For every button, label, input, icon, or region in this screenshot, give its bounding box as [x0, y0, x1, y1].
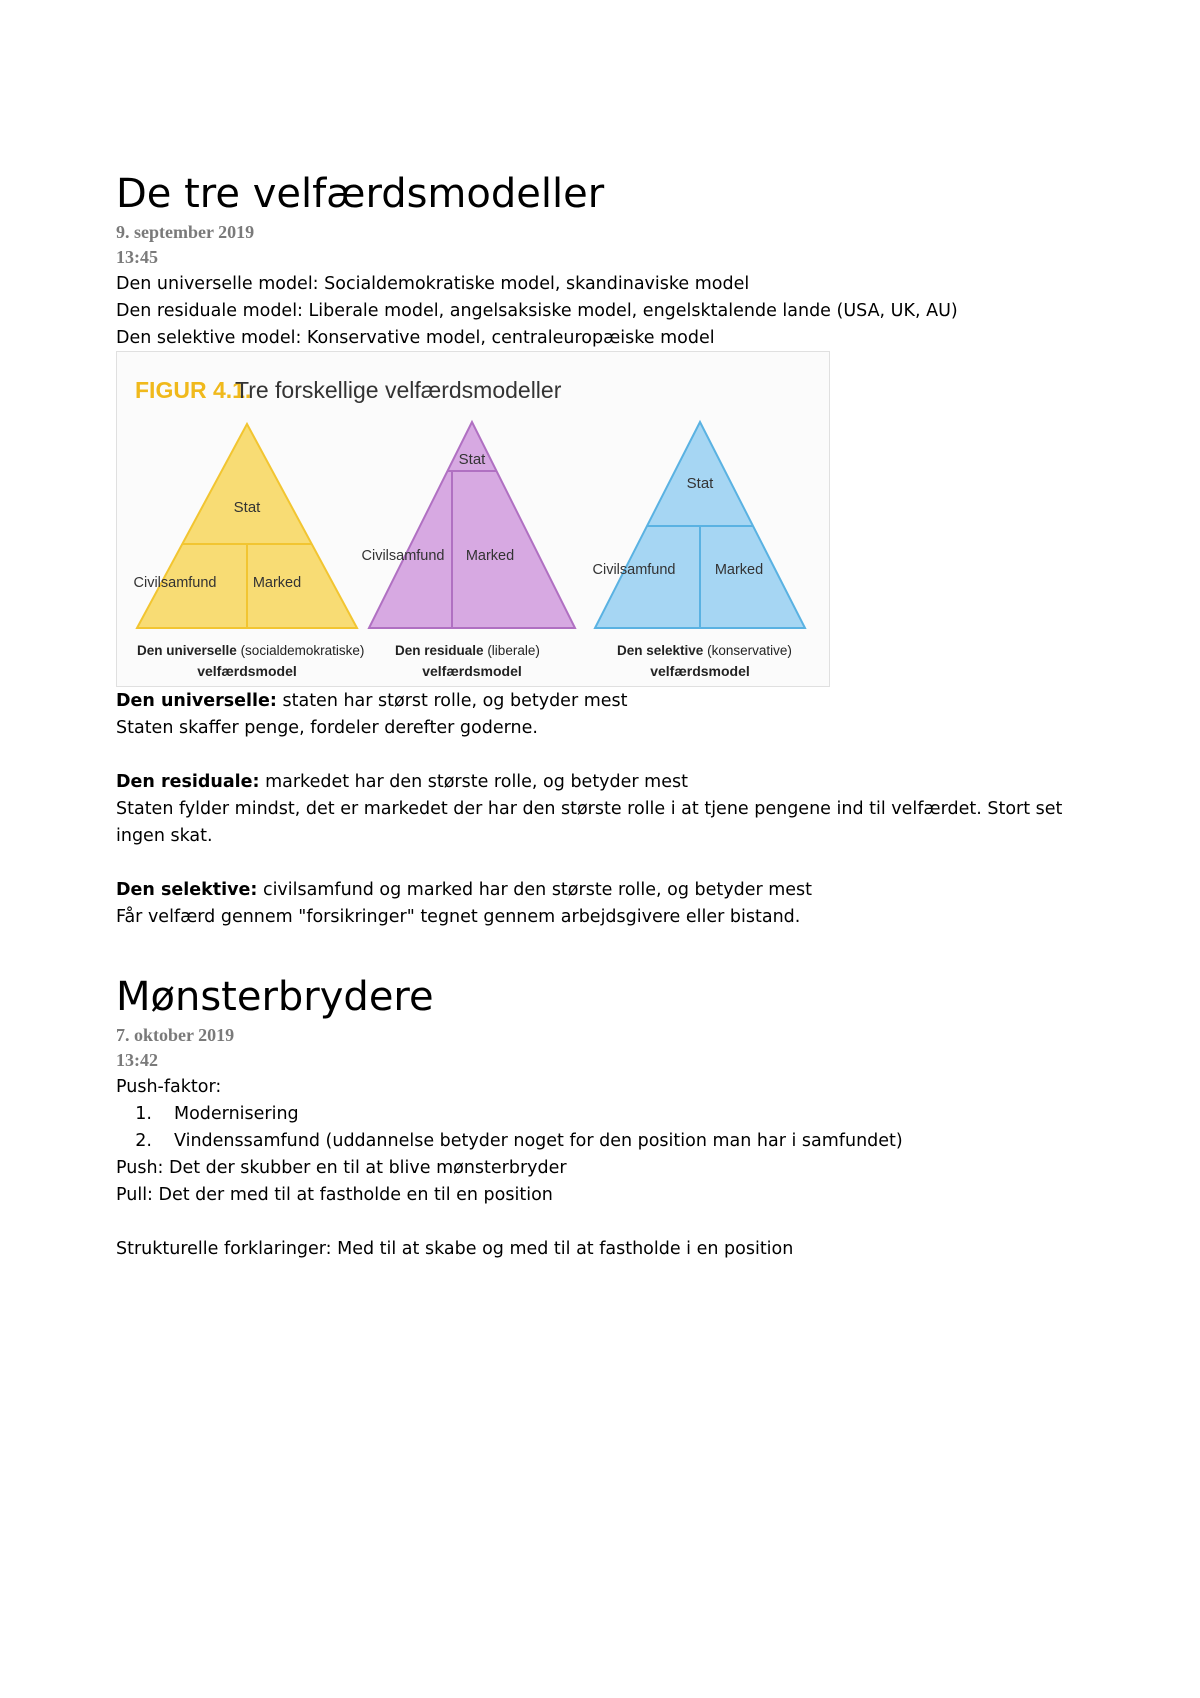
- figure-prefix: FIGUR 4.1.: [135, 377, 252, 403]
- universal-triangle: [134, 424, 365, 679]
- civilsamfund-label: Civilsamfund: [592, 562, 676, 578]
- text-line: Push: Det der skubber en til at blive mønsterbryder: [116, 1158, 567, 1178]
- text-line: Staten skaffer penge, fordeler derefter goderne.: [116, 718, 538, 738]
- list-text: Vindenssamfund (uddannelse betyder noget for den position man har i samfundet): [174, 1131, 903, 1151]
- text-line: Staten fylder mindst, det er markedet der har den største rolle i at tjene pengene ind til velfærdet. Stort set ingen skat.: [116, 799, 1063, 846]
- figure-title: Tre forskellige velfærdsmodeller: [235, 377, 562, 403]
- term-text: staten har størst rolle, og betyder mest: [276, 691, 628, 711]
- marked-label: Marked: [714, 562, 764, 578]
- stat-label: Stat: [458, 451, 486, 468]
- list-text: Modernisering: [174, 1104, 299, 1124]
- note-date: 9. september 2019: [116, 222, 255, 242]
- figure-diagram: [117, 352, 829, 686]
- term-label: Den universelle:: [116, 691, 277, 711]
- civilsamfund-label: Civilsamfund: [361, 548, 445, 564]
- page-title: De tre velfærdsmodeller: [116, 171, 605, 217]
- civilsamfund-label: Civilsamfund: [133, 575, 217, 591]
- note-date: 7. oktober 2019: [116, 1025, 235, 1045]
- welfare-models-figure: [116, 351, 830, 687]
- paragraph-selective: [116, 877, 812, 904]
- text-line: Den selektive model: Konservative model, centraleuropæiske model: [116, 328, 715, 348]
- residual-caption-line2: velfærdsmodel: [422, 663, 522, 679]
- paragraph-universal: [116, 688, 628, 715]
- term-label: Den selektive:: [116, 880, 258, 900]
- text-line: Pull: Det der med til at fastholde en til en position: [116, 1185, 553, 1205]
- note-time: 13:45: [116, 247, 158, 267]
- residual-triangle: [362, 422, 576, 679]
- term-text: markedet har den største rolle, og betyder mest: [259, 772, 688, 792]
- paragraph-residual: [116, 769, 688, 796]
- section-title: Mønsterbrydere: [116, 974, 434, 1020]
- term-label: Den residuale:: [116, 772, 260, 792]
- selective-caption-line2: velfærdsmodel: [650, 663, 750, 679]
- term-text: civilsamfund og marked har den største rolle, og betyder mest: [257, 880, 813, 900]
- marked-label: Marked: [252, 575, 302, 591]
- universal-caption-line2: velfærdsmodel: [197, 663, 297, 679]
- stat-label: Stat: [233, 499, 261, 516]
- text-line: Strukturelle forklaringer: Med til at skabe og med til at fastholde i en position: [116, 1239, 794, 1259]
- text-line: Den residuale model: Liberale model, angelsaksiske model, engelsktalende lande (USA, UK, AU): [116, 301, 958, 321]
- list-item: [116, 1101, 299, 1128]
- list-item: [116, 1128, 903, 1155]
- text-line: Den universelle model: Socialdemokratiske model, skandinaviske model: [116, 274, 750, 294]
- residual-caption-line1: Den residuale (liberale): [395, 643, 540, 658]
- text-line: Push-faktor:: [116, 1077, 222, 1097]
- stat-label: Stat: [686, 475, 714, 492]
- selective-caption-line1: Den selektive (konservative): [617, 643, 792, 658]
- marked-label: Marked: [465, 548, 515, 564]
- universal-caption-line1: Den universelle (socialdemokratiske): [137, 643, 365, 658]
- selective-triangle: [593, 422, 806, 679]
- list-number: 2.: [135, 1131, 152, 1151]
- list-number: 1.: [135, 1104, 152, 1124]
- note-time: 13:42: [116, 1050, 158, 1070]
- text-line: Får velfærd gennem "forsikringer" tegnet gennem arbejdsgivere eller bistand.: [116, 907, 801, 927]
